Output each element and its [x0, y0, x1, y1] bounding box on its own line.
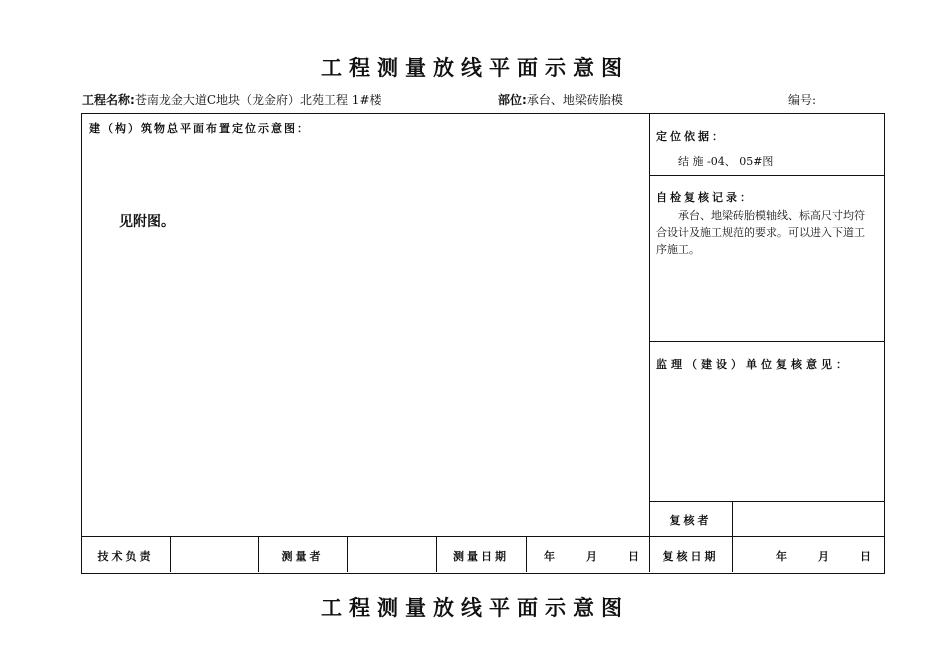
page-title-repeat: 工程测量放线平面示意图: [321, 596, 629, 620]
divider: [649, 113, 650, 536]
project-name-label: 工程名称:: [82, 93, 135, 107]
self-check-label: 自检复核记录：: [656, 191, 754, 204]
basis-value: 结 施 -04、 05#图: [678, 155, 774, 168]
number-field: [788, 91, 816, 108]
check-date-label: 复核日期: [662, 550, 719, 563]
checker-label: 复核者: [669, 514, 712, 527]
form-table: [81, 113, 885, 574]
check-date-value: 年 月 日: [776, 550, 881, 563]
divider: [81, 536, 884, 537]
part-label: 部位:: [498, 93, 527, 107]
project-name: [82, 91, 382, 108]
project-name-value: 苍南龙金大道C地块（龙金府）北苑工程 1#楼: [134, 93, 382, 107]
surveyor-label: 测量者: [281, 550, 324, 563]
layout-plan-label: 建（构）筑物总平面布置定位示意图：: [89, 122, 310, 135]
divider: [732, 501, 733, 536]
self-check-line: 序施工。: [656, 243, 700, 256]
divider: [170, 536, 171, 572]
basis-label: 定位依据：: [656, 130, 726, 143]
survey-date-label: 测量日期: [453, 550, 509, 563]
self-check-line: 合设计及施工规范的要求。可以进入下道工: [656, 226, 865, 239]
supervision-label: 监理（建设）单位复核意见：: [656, 358, 851, 371]
page-title: 工程测量放线平面示意图: [321, 56, 629, 80]
layout-plan-content: 见附图。: [119, 214, 175, 230]
self-check-line: 承台、地梁砖胎模轴线、标高尺寸均符: [678, 209, 865, 222]
number-label: 编号:: [788, 93, 817, 107]
survey-date-value: 年 月 日: [544, 550, 649, 563]
divider: [347, 536, 348, 572]
part-field: [498, 91, 623, 108]
divider: [649, 501, 884, 502]
tech-lead-label: 技术负责: [97, 550, 154, 563]
divider: [649, 341, 884, 342]
part-value: 承台、地梁砖胎模: [526, 93, 623, 107]
divider: [649, 175, 884, 176]
